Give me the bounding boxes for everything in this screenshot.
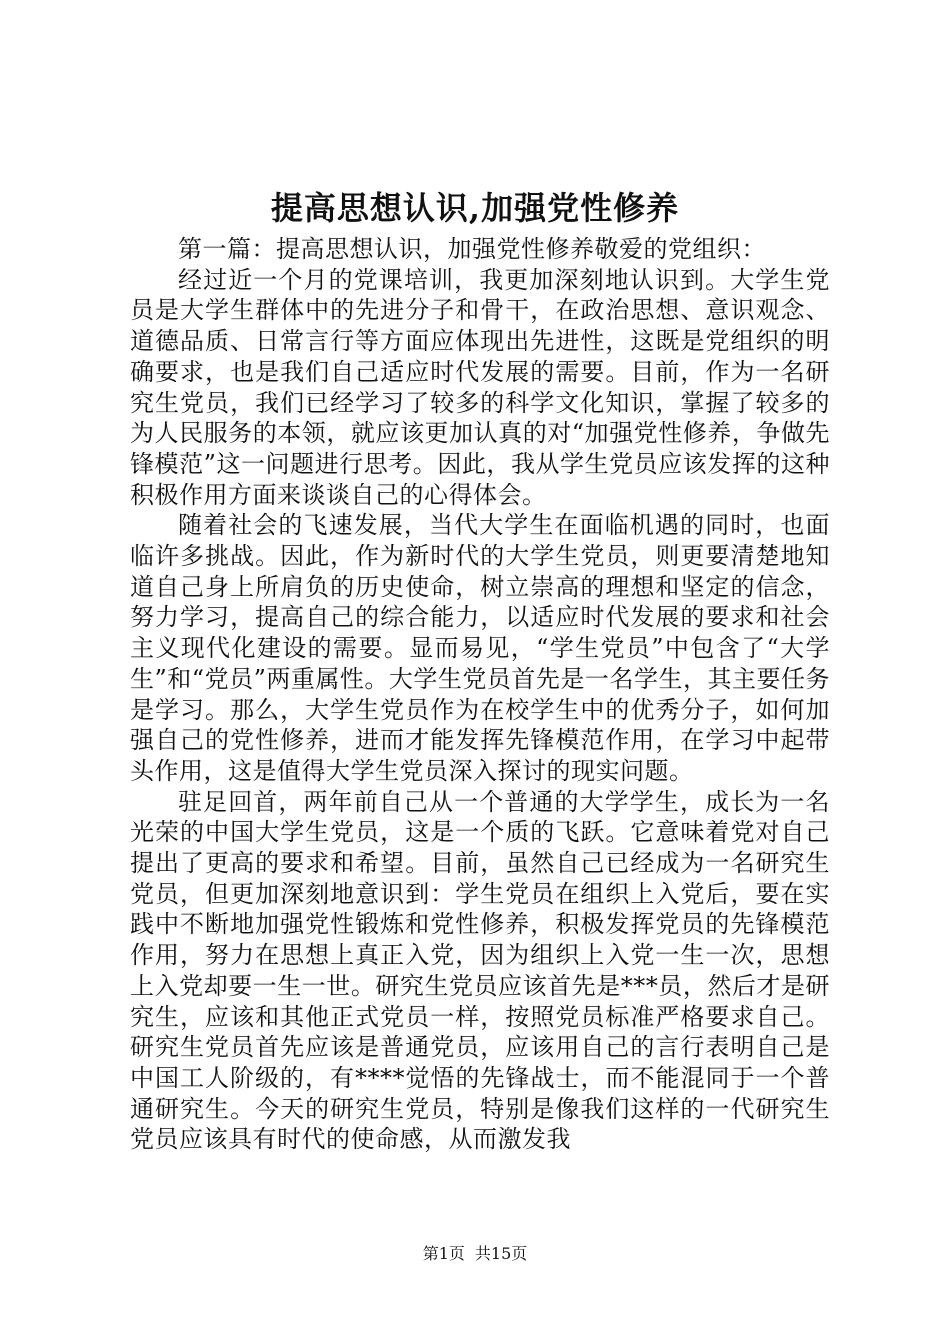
paragraph: 随着社会的飞速发展，当代大学生在面临机遇的同时，也面临许多挑战。因此，作为新时代的大学生党员，则更要清楚地知道自己身上所肩负的历史使命，树立崇高的理想和坚定的信念，努力学习，提高自己的综合能力，以适应时代发展的要求和社会主义现代化建设的需要。显而易见，“学生党员”中包含了“大学生”和“党员”两重属性。大学生党员首先是一名学生，其主要任务是学习。那么，大学生党员作为在校学生中的优秀分子，如何加强自己的党性修养，进而才能发挥先锋模范作用，在学习中起带头作用，这是值得大学生党员深入探讨的现实问题。 xyxy=(130,511,830,785)
paragraph: 驻足回首，两年前自己从一个普通的大学学生，成长为一名光荣的中国大学生党员，这是一个质的飞跃。它意味着党对自己提出了更高的要求和希望。目前，虽然自己已经成为一名研究生党员，但更加深刻地意识到：学生党员在组织上入党后，要在实践中不断地加强党性锻炼和党性修养，积极发挥党员的先锋模范作用，努力在思想上真正入党，因为组织上入党一生一次，思想上入党却要一生一世。研究生党员应该首先是***员，然后才是研究生，应该和其他正式党员一样，按照党员标准严格要求自己。研究生党员首先应该是普通党员，应该用自己的言行表明自己是中国工人阶级的，有****觉悟的先锋战士，而不能混同于一个普通研究生。今天的研究生党员，特别是像我们这样的一代研究生党员应该具有时代的使命感，从而激发我 xyxy=(130,787,830,1154)
paragraph: 经过近一个月的党课培训，我更加深刻地认识到。大学生党员是大学生群体中的先进分子和骨干，在政治思想、意识观念、道德品质、日常言行等方面应体现出先进性，这既是党组织的明确要求，也是我们自己适应时代发展的需要。目前，作为一名研究生党员，我们已经学习了较多的科学文化知识，掌握了较多的为人民服务的本领，就应该更加认真的对“加强党性修养，争做先锋模范”这一问题进行思考。因此，我从学生党员应该发挥的这种积极作用方面来谈谈自己的心得体会。 xyxy=(130,265,830,509)
page-number: 第1页 xyxy=(422,1244,465,1263)
document-title: 提高思想认识,加强党性修养 xyxy=(270,189,680,227)
paragraph-heading: 第一篇：提高思想认识，加强党性修养敬爱的党组织： xyxy=(178,235,766,263)
page-total: 共15页 xyxy=(474,1244,528,1263)
page-footer xyxy=(0,1243,950,1265)
document-body xyxy=(130,234,830,1155)
